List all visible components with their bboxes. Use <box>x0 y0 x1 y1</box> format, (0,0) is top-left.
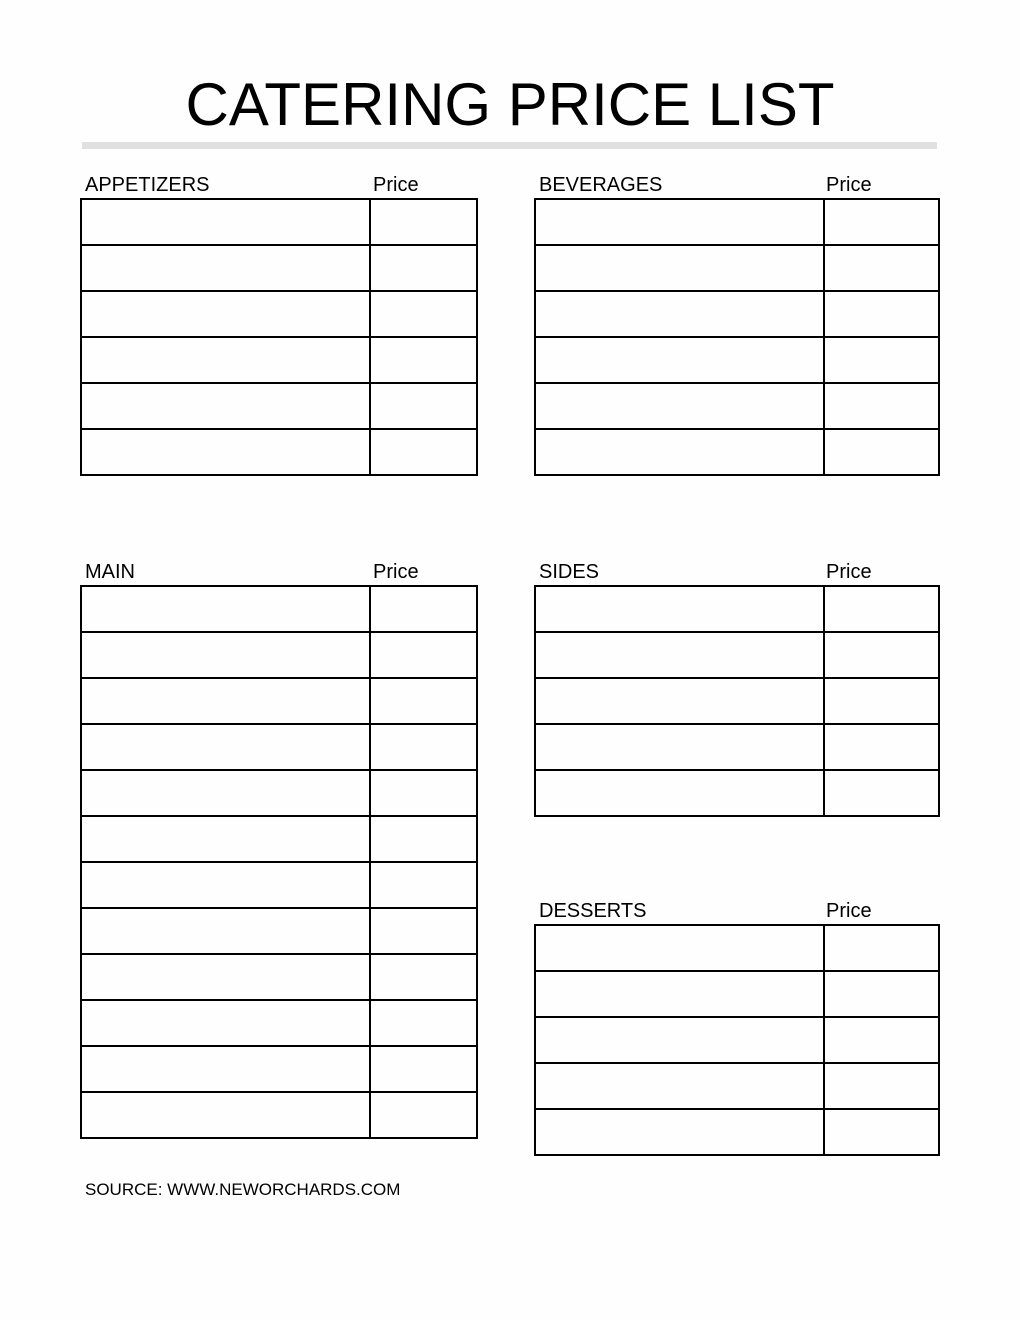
price-cell[interactable] <box>824 1063 939 1109</box>
table-row <box>81 586 477 632</box>
price-cell[interactable] <box>824 1017 939 1063</box>
item-cell[interactable] <box>81 862 370 908</box>
appetizers-table <box>80 198 478 476</box>
item-cell[interactable] <box>535 770 824 816</box>
price-cell[interactable] <box>370 816 477 862</box>
table-row <box>81 816 477 862</box>
sides-table <box>534 585 940 817</box>
section-label: MAIN <box>85 561 135 583</box>
table-row <box>535 383 939 429</box>
price-cell[interactable] <box>824 724 939 770</box>
item-cell[interactable] <box>81 586 370 632</box>
section-label: DESSERTS <box>539 900 647 922</box>
price-cell[interactable] <box>370 383 477 429</box>
main-table <box>80 585 478 1139</box>
price-cell[interactable] <box>824 971 939 1017</box>
section-label: BEVERAGES <box>539 174 663 196</box>
table-row <box>81 1000 477 1046</box>
price-cell[interactable] <box>370 337 477 383</box>
item-cell[interactable] <box>535 1017 824 1063</box>
item-cell[interactable] <box>81 632 370 678</box>
table-row <box>535 678 939 724</box>
price-cell[interactable] <box>370 724 477 770</box>
table-row <box>81 1092 477 1138</box>
table-row <box>81 429 477 475</box>
item-cell[interactable] <box>535 632 824 678</box>
table-row <box>535 770 939 816</box>
item-cell[interactable] <box>535 337 824 383</box>
item-cell[interactable] <box>535 1109 824 1155</box>
item-cell[interactable] <box>81 770 370 816</box>
table-row <box>81 770 477 816</box>
price-cell[interactable] <box>824 586 939 632</box>
price-cell[interactable] <box>824 291 939 337</box>
desserts-table <box>534 924 940 1156</box>
item-cell[interactable] <box>81 724 370 770</box>
price-header: Price <box>373 174 419 196</box>
item-cell[interactable] <box>81 337 370 383</box>
item-cell[interactable] <box>81 954 370 1000</box>
price-cell[interactable] <box>370 586 477 632</box>
item-cell[interactable] <box>535 678 824 724</box>
table-row <box>535 429 939 475</box>
item-cell[interactable] <box>535 925 824 971</box>
price-cell[interactable] <box>824 632 939 678</box>
table-row <box>535 245 939 291</box>
item-cell[interactable] <box>81 1046 370 1092</box>
price-header: Price <box>826 900 872 922</box>
title-divider <box>82 142 937 149</box>
price-cell[interactable] <box>370 908 477 954</box>
price-cell[interactable] <box>824 770 939 816</box>
item-cell[interactable] <box>81 1000 370 1046</box>
item-cell[interactable] <box>535 724 824 770</box>
table-row <box>535 925 939 971</box>
price-cell[interactable] <box>370 1046 477 1092</box>
price-cell[interactable] <box>824 337 939 383</box>
item-cell[interactable] <box>81 383 370 429</box>
table-row <box>535 971 939 1017</box>
price-cell[interactable] <box>370 678 477 724</box>
item-cell[interactable] <box>81 1092 370 1138</box>
table-row <box>535 724 939 770</box>
table-row <box>81 337 477 383</box>
table-row <box>81 724 477 770</box>
price-cell[interactable] <box>370 245 477 291</box>
item-cell[interactable] <box>535 245 824 291</box>
table-row <box>535 632 939 678</box>
table-row <box>81 678 477 724</box>
price-header: Price <box>826 561 872 583</box>
price-cell[interactable] <box>370 1092 477 1138</box>
table-row <box>81 1046 477 1092</box>
section-label: SIDES <box>539 561 600 583</box>
price-cell[interactable] <box>370 1000 477 1046</box>
item-cell[interactable] <box>535 291 824 337</box>
item-cell[interactable] <box>535 586 824 632</box>
item-cell[interactable] <box>535 199 824 245</box>
item-cell[interactable] <box>535 383 824 429</box>
price-cell[interactable] <box>370 429 477 475</box>
price-cell[interactable] <box>370 862 477 908</box>
table-row <box>81 383 477 429</box>
table-row <box>81 245 477 291</box>
table-row <box>535 1109 939 1155</box>
table-row <box>81 908 477 954</box>
item-cell[interactable] <box>81 429 370 475</box>
table-row <box>535 337 939 383</box>
item-cell[interactable] <box>81 908 370 954</box>
table-row <box>81 291 477 337</box>
item-cell[interactable] <box>535 1063 824 1109</box>
item-cell[interactable] <box>81 678 370 724</box>
table-row <box>81 954 477 1000</box>
table-row <box>81 632 477 678</box>
table-row <box>535 199 939 245</box>
price-cell[interactable] <box>370 199 477 245</box>
section-label: APPETIZERS <box>85 174 210 196</box>
item-cell[interactable] <box>535 429 824 475</box>
item-cell[interactable] <box>81 291 370 337</box>
page-title: CATERING PRICE LIST <box>185 71 835 138</box>
item-cell[interactable] <box>81 816 370 862</box>
table-row <box>81 199 477 245</box>
price-header: Price <box>826 174 872 196</box>
item-cell[interactable] <box>81 245 370 291</box>
beverages-table <box>534 198 940 476</box>
price-cell[interactable] <box>824 429 939 475</box>
item-cell[interactable] <box>535 971 824 1017</box>
price-cell[interactable] <box>824 1109 939 1155</box>
price-cell[interactable] <box>370 954 477 1000</box>
table-row <box>81 862 477 908</box>
price-cell[interactable] <box>824 199 939 245</box>
source-credit: SOURCE: WWW.NEWORCHARDS.COM <box>85 1180 401 1199</box>
table-row <box>535 1063 939 1109</box>
price-cell[interactable] <box>824 383 939 429</box>
table-row <box>535 586 939 632</box>
table-row <box>535 291 939 337</box>
table-row <box>535 1017 939 1063</box>
item-cell[interactable] <box>81 199 370 245</box>
price-cell[interactable] <box>370 632 477 678</box>
price-cell[interactable] <box>824 925 939 971</box>
price-cell[interactable] <box>370 291 477 337</box>
price-header: Price <box>373 561 419 583</box>
price-cell[interactable] <box>824 678 939 724</box>
price-cell[interactable] <box>824 245 939 291</box>
price-cell[interactable] <box>370 770 477 816</box>
